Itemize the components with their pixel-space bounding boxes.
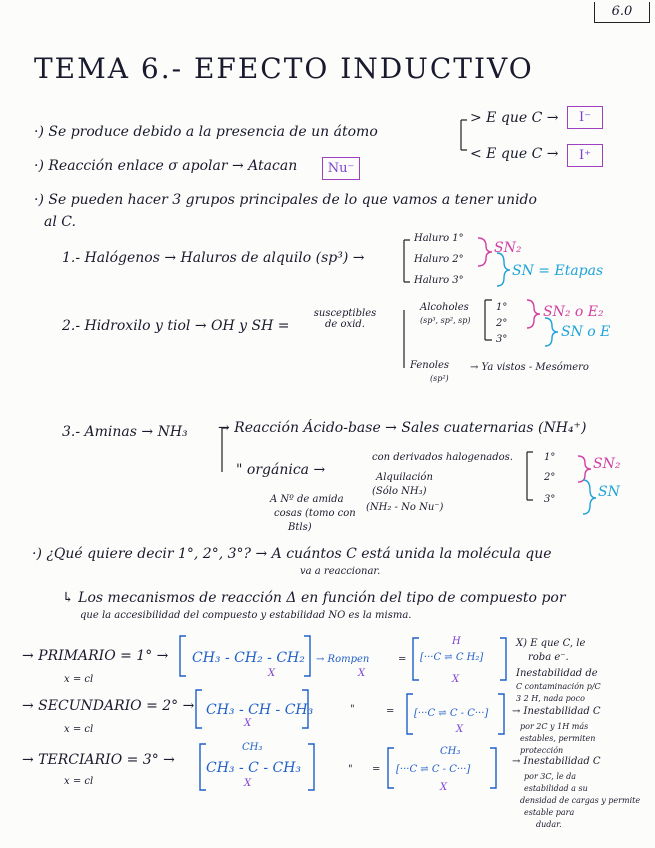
question-line-2: va a reaccionar. <box>300 566 381 577</box>
haluro-2: Haluro 2° <box>414 254 464 265</box>
primario-x-bottom: X <box>452 674 460 685</box>
note3-b: por 3C, le da <box>524 772 577 781</box>
btls: Btls) <box>288 522 312 533</box>
terciario-eq: = <box>372 764 381 775</box>
terciario-quotes: " <box>348 764 353 775</box>
note1-d: C contaminación p/C <box>516 682 601 691</box>
secundario-eq: = <box>386 706 395 717</box>
box-i-plus: I⁺ <box>567 144 603 167</box>
fenoles-text: → Ya vistos - Mesómero <box>470 362 589 373</box>
cosas: cosas (tomo con <box>274 508 356 519</box>
group1-label: 1.- Halógenos → Haluros de alquilo (sp³) → <box>62 250 365 266</box>
note1-b: roba e⁻. <box>528 652 569 663</box>
primario-eq: = <box>398 654 407 665</box>
note3-f: dudar. <box>536 820 562 829</box>
note1-e: 3 2 H, nada poco <box>516 694 585 703</box>
box-i-minus: I⁻ <box>567 106 603 129</box>
amina-sn: SN <box>598 484 620 500</box>
sn-etapas: SN = Etapas <box>512 263 604 279</box>
primario-label: → PRIMARIO = 1° → <box>22 648 169 664</box>
note2-a: → Inestabilidad C <box>512 706 601 717</box>
intro-line-3b: al C. <box>44 214 76 230</box>
alcohol-1: 1° <box>496 302 508 313</box>
mechanism-line-1: ↳ Los mecanismos de reacción Δ en función del tipo de compuesto por <box>62 590 566 606</box>
note3-a: → Inestabilidad C <box>512 756 601 767</box>
terciario-x-bottom: X <box>440 782 448 793</box>
amina-3: 3° <box>544 494 556 505</box>
terciario-label: → TERCIARIO = 3° → <box>22 752 175 768</box>
intro-line-1: ·) Se produce debido a la presencia de un átomo <box>34 124 378 140</box>
branch-greater: > E que C → <box>470 110 559 126</box>
alcohol-2: 2° <box>496 318 508 329</box>
primario-x-mark: X <box>268 668 276 679</box>
note2-c: estables, permiten <box>520 734 596 743</box>
primario-h: H <box>452 636 461 647</box>
susceptibles-oxid: susceptibles de oxid. <box>313 308 377 330</box>
alcoholes: Alcoholes <box>420 302 469 313</box>
page-number: 6.0 <box>594 2 650 23</box>
acido-base: → Reacción Ácido-base → Sales cuaternarias (NH₄⁺) <box>218 420 587 436</box>
rompen-x: X <box>358 668 366 679</box>
terciario-ch3-top: CH₃ <box>242 742 263 753</box>
haluro-3: Haluro 3° <box>414 275 464 286</box>
secundario-carbocation: [···C ⇌ C - C···] <box>414 708 489 719</box>
secundario-x-bottom: X <box>456 724 464 735</box>
alcoholes-hybrid: (sp³, sp², sp) <box>420 316 471 325</box>
fenoles-hybrid: (sp²) <box>430 374 449 383</box>
secundario-quotes: " <box>350 704 355 715</box>
nh2-no-nu: (NH₂ - No Nu⁻) <box>366 502 444 513</box>
organica: " orgánica → <box>236 462 326 478</box>
branch-less: < E que C → <box>470 146 559 162</box>
alquilacion: Alquilación <box>376 472 433 483</box>
page-title: TEMA 6.- EFECTO INDUCTIVO <box>34 52 534 85</box>
alcohol-3: 3° <box>496 334 508 345</box>
intro-line-2: ·) Reacción enlace σ apolar → Atacan <box>34 158 298 174</box>
group3-label: 3.- Aminas → NH₃ <box>62 424 188 440</box>
terciario-ch3: CH₃ <box>440 746 461 757</box>
note3-e: estable para <box>524 808 575 817</box>
amina-sn2: SN₂ <box>593 456 621 472</box>
note1-c: Inestabilidad de <box>516 668 598 679</box>
secundario-x-mark: X <box>244 718 252 729</box>
secundario-label: → SECUNDARIO = 2° → <box>22 698 195 714</box>
secundario-formula: CH₃ - CH - CH₃ <box>206 702 314 718</box>
fenoles: Fenoles <box>410 360 450 371</box>
sn2-label: SN₂ <box>494 240 522 256</box>
note2-b: por 2C y 1H más <box>520 722 589 731</box>
derivados: con derivados halogenados. <box>372 452 513 463</box>
solo-nh3: (Sólo NH₃) <box>372 486 427 497</box>
note2-d: protección <box>520 746 564 755</box>
rompen: → Rompen <box>316 654 370 665</box>
note3-d: densidad de cargas y permite <box>520 796 641 805</box>
amida: A Nº de amida <box>270 494 344 505</box>
terciario-formula: CH₃ - C - CH₃ <box>206 760 302 776</box>
note3-c: estabilidad a su <box>524 784 588 793</box>
terciario-x: x = cl <box>64 776 94 787</box>
question-line: ·) ¿Qué quiere decir 1°, 2°, 3°? → A cuántos C está unida la molécula que <box>32 546 552 562</box>
mechanism-line-2: que la accesibilidad del compuesto y estabilidad NO es la misma. <box>80 610 412 621</box>
sn2-e2: SN₂ o E₂ <box>543 304 604 320</box>
group2-label: 2.- Hidroxilo y tiol → OH y SH = <box>62 318 290 334</box>
primario-carbocation: [···C ⇌ C H₂] <box>420 652 484 663</box>
secundario-x: x = cl <box>64 724 94 735</box>
intro-line-3: ·) Se pueden hacer 3 grupos principales de lo que vamos a tener unido <box>34 192 537 208</box>
haluro-1: Haluro 1° <box>414 233 464 244</box>
note1-a: X) E que C, le <box>516 638 586 649</box>
amina-1: 1° <box>544 452 556 463</box>
terciario-carbocation: [···C ⇌ C - C···] <box>396 764 471 775</box>
terciario-x-mark: X <box>244 778 252 789</box>
primario-formula: CH₃ - CH₂ - CH₂ <box>192 650 305 666</box>
primario-x: x = cl <box>64 674 94 685</box>
amina-2: 2° <box>544 472 556 483</box>
box-nu: Nu⁻ <box>322 157 360 180</box>
sn-e: SN o E <box>561 324 611 340</box>
